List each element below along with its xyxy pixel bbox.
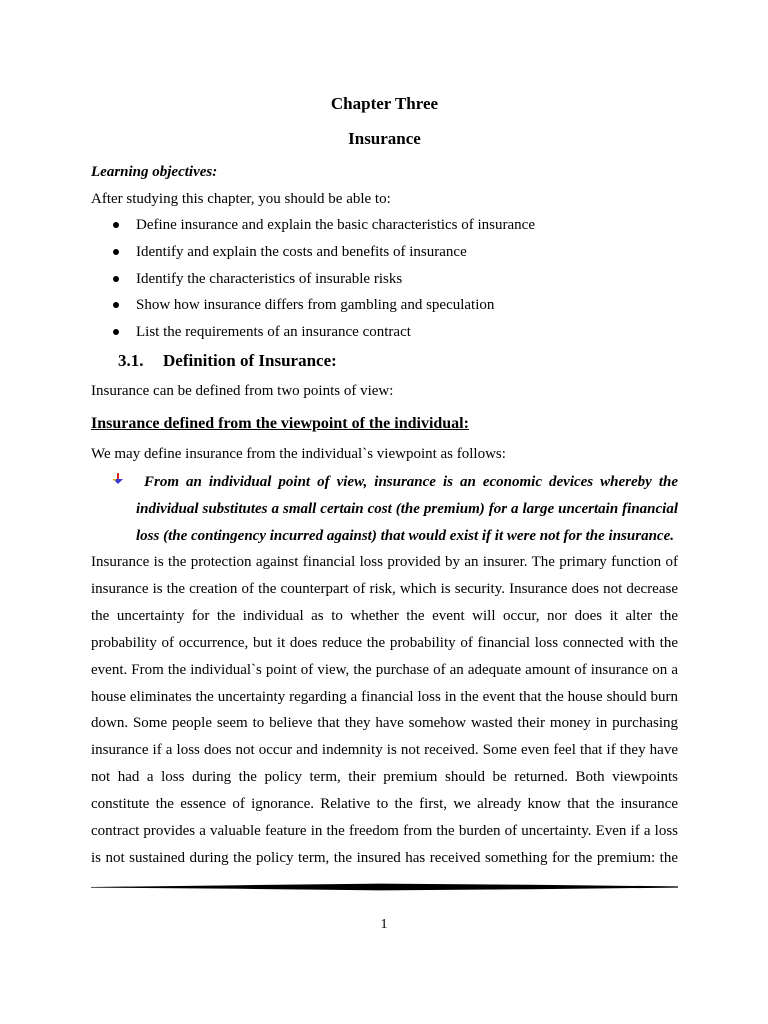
- list-item-text: Define insurance and explain the basic characteristics of insurance: [136, 217, 535, 233]
- subsection-intro: We may define insurance from the individual`s viewpoint as follows:: [91, 446, 506, 462]
- list-item-text: Identify and explain the costs and benefits of insurance: [136, 243, 467, 260]
- learning-objectives-intro: After studying this chapter, you should be able to:: [91, 191, 391, 207]
- footer-divider: [91, 883, 678, 891]
- learning-objectives-heading: Learning objectives:: [91, 164, 218, 180]
- list-item: [91, 215, 678, 242]
- list-item-text: List the requirements of an insurance contract: [136, 324, 411, 340]
- subsection-heading: Insurance defined from the viewpoint of the individual:: [91, 415, 469, 432]
- bullet-dot-icon: [113, 302, 119, 308]
- learning-objectives-list: [91, 215, 678, 349]
- bullet-dot-icon: [113, 249, 119, 255]
- chapter-title: Chapter Three: [330, 94, 439, 113]
- list-item: [91, 322, 678, 349]
- chapter-subtitle: Insurance: [348, 129, 421, 148]
- bullet-dot-icon: [113, 276, 119, 282]
- list-item-text: Show how insurance differs from gambling and speculation: [136, 297, 495, 314]
- bullet-dot-icon: [113, 329, 119, 335]
- list-item: [91, 295, 678, 322]
- section-title: Definition of Insurance:: [163, 351, 337, 370]
- bullet-dot-icon: [113, 222, 119, 228]
- list-item-text: Identify the characteristics of insurable risks: [136, 270, 403, 287]
- body-paragraph: Insurance is the protection against financial loss provided by an insurer. The primary function of insurance is the creation of the counterpart of risk, which is security. Insurance does not decrease the uncertainty for the individual as to whether the event will occur, nor does it alter the probability of occurrence, but it does reduce the probability of financial loss connected with the event. From the individual`s point of view, the purchase of an adequate amount of insurance on a house eliminates the uncertainty regarding a financial loss in the event that the house should burn down. Some people seem to believe that they have somehow wasted their money in purchasing insurance if a loss does not occur and indemnity is not received. Some even feel that if they have not had a loss during the policy term, their premium should be returned. Both viewpoints constitute the essence of ignorance. Relative to the first, we already know that the insurance contract provides a valuable feature in the freedom from the burden of uncertainty. Even if a loss is not sustained during the policy term, the insured has received something for the premium: the: [91, 554, 678, 866]
- section-number: 3.1.: [118, 351, 144, 370]
- list-item: [91, 242, 678, 269]
- definition-quote: From an individual point of view, insurance is an economic devices whereby the individual substitutes a small certain cost (the premium) for a large uncertain financial loss (the contingency incurred against) that would exist if it were not for the insurance.: [136, 474, 678, 544]
- page-number: 1: [380, 917, 388, 932]
- list-item: [91, 269, 678, 296]
- section-intro: Insurance can be defined from two points of view:: [91, 383, 394, 399]
- section-heading: [118, 351, 337, 371]
- arrow-down-bullet-icon: [113, 473, 123, 485]
